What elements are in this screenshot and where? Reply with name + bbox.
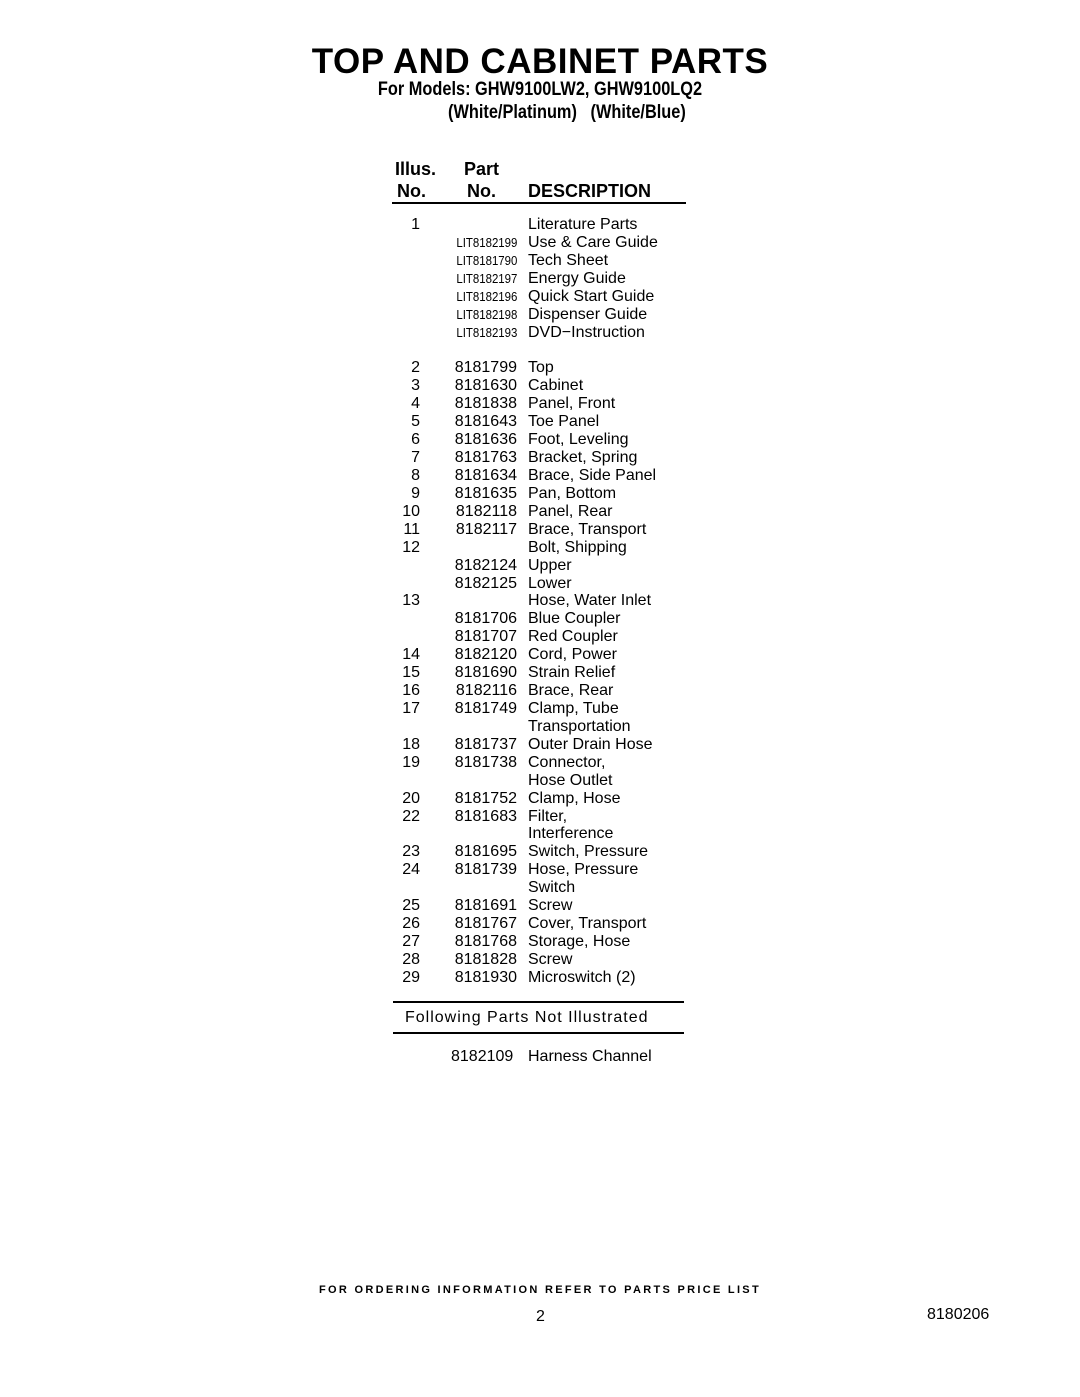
part-description: Cabinet xyxy=(528,377,584,395)
part-description: Upper xyxy=(528,556,572,574)
table-row xyxy=(0,897,1080,915)
table-row xyxy=(0,288,1080,306)
table-row xyxy=(0,646,1080,664)
part-number: 8181630 xyxy=(454,377,517,395)
illus-number: 23 xyxy=(402,843,420,861)
table-row xyxy=(0,306,1080,324)
part-description: Use & Care Guide xyxy=(528,233,658,251)
part-number: 8181838 xyxy=(454,395,517,413)
illus-number: 15 xyxy=(402,664,420,682)
part-description: Quick Start Guide xyxy=(528,287,655,305)
illus-number: 17 xyxy=(402,699,420,717)
part-number: 8181739 xyxy=(454,861,517,879)
part-number: 8181767 xyxy=(454,915,517,933)
part-description: Storage, Hose xyxy=(528,932,631,950)
table-row xyxy=(0,216,1080,234)
ordering-note: FOR ORDERING INFORMATION REFER TO PARTS PRICE LIST xyxy=(319,1284,761,1296)
table-row xyxy=(0,324,1080,342)
illus-number: 12 xyxy=(402,538,420,556)
illus-number: 26 xyxy=(402,915,420,933)
part-number: 8181930 xyxy=(454,968,517,986)
part-number: 8181634 xyxy=(454,466,517,484)
table-row xyxy=(0,808,1080,826)
table-row xyxy=(0,772,1080,790)
table-row xyxy=(0,395,1080,413)
table-row xyxy=(0,503,1080,521)
table-row xyxy=(0,754,1080,772)
part-number: 8182117 xyxy=(455,520,517,538)
table-row xyxy=(0,861,1080,879)
table-row xyxy=(0,628,1080,646)
illus-number: 1 xyxy=(411,216,420,233)
part-description: Microswitch (2) xyxy=(528,968,636,986)
part-description: Foot, Leveling xyxy=(528,431,629,449)
models-subtitle: For Models: GHW9100LW2, GHW9100LQ2 xyxy=(377,79,703,100)
illus-number: 27 xyxy=(402,932,420,950)
part-number: 8181690 xyxy=(454,664,517,682)
part-number: 8182118 xyxy=(455,502,517,520)
illus-number: 13 xyxy=(402,592,420,610)
not-illustrated-description: Harness Channel xyxy=(528,1048,652,1065)
table-row xyxy=(0,575,1080,593)
part-number: 8181752 xyxy=(454,789,517,807)
part-number: LIT8182199 xyxy=(455,234,517,250)
illus-number: 8 xyxy=(411,466,420,484)
illus-number: 11 xyxy=(403,520,420,538)
part-header-line2: No. xyxy=(467,181,496,201)
illus-number: 3 xyxy=(411,377,420,395)
illus-number: 28 xyxy=(402,950,420,968)
illus-number: 24 xyxy=(402,861,420,879)
table-row xyxy=(0,664,1080,682)
part-description: Bolt, Shipping xyxy=(528,538,627,556)
table-row xyxy=(0,825,1080,843)
part-description: Switch xyxy=(528,879,576,897)
document-number: 8180206 xyxy=(927,1306,990,1323)
part-number: 8181738 xyxy=(454,753,517,771)
part-number: 8182116 xyxy=(455,682,517,700)
parts-list xyxy=(0,216,1080,987)
table-row xyxy=(0,413,1080,431)
part-number: LIT8182198 xyxy=(455,306,517,322)
part-description: Literature Parts xyxy=(528,216,638,233)
part-description: Brace, Side Panel xyxy=(528,466,657,484)
part-description: Top xyxy=(528,359,554,377)
part-number: 8181706 xyxy=(454,610,517,628)
illus-number: 7 xyxy=(411,449,420,467)
part-number: 8182124 xyxy=(454,556,517,574)
table-row xyxy=(0,700,1080,718)
part-description: Pan, Bottom xyxy=(528,484,617,502)
table-row xyxy=(0,539,1080,557)
part-description: Hose, Water Inlet xyxy=(528,592,652,610)
part-number: 8181768 xyxy=(454,932,517,950)
table-row xyxy=(0,915,1080,933)
part-description: Red Coupler xyxy=(528,628,618,646)
page-number: 2 xyxy=(536,1308,545,1325)
table-row xyxy=(0,234,1080,252)
header-divider xyxy=(392,202,686,204)
part-description: Interference xyxy=(528,825,614,843)
illus-number: 19 xyxy=(402,753,420,771)
illus-number: 25 xyxy=(402,897,420,915)
table-row xyxy=(0,951,1080,969)
part-description: Strain Relief xyxy=(528,664,616,682)
part-description: Transportation xyxy=(528,717,631,735)
table-row xyxy=(0,252,1080,270)
part-description: Lower xyxy=(528,574,572,592)
table-row xyxy=(0,969,1080,987)
part-number: 8181828 xyxy=(454,950,517,968)
part-description: Outer Drain Hose xyxy=(528,735,653,753)
part-description: Brace, Transport xyxy=(528,520,647,538)
part-number: 8181643 xyxy=(454,413,517,431)
part-description: Panel, Rear xyxy=(528,502,613,520)
table-row xyxy=(0,449,1080,467)
part-number: 8182120 xyxy=(454,646,517,664)
illus-number: 6 xyxy=(411,431,420,449)
part-description: Energy Guide xyxy=(528,269,626,287)
part-number: 8181763 xyxy=(454,449,517,467)
illus-number: 4 xyxy=(411,395,420,413)
illus-number: 18 xyxy=(402,735,420,753)
illus-number: 5 xyxy=(411,413,420,431)
illus-number: 10 xyxy=(402,502,420,520)
table-row xyxy=(0,610,1080,628)
not-illustrated-bottom-divider xyxy=(393,1032,684,1034)
part-number: LIT8181790 xyxy=(455,252,517,268)
page-title: TOP AND CABINET PARTS xyxy=(311,42,769,81)
not-illustrated-part-number: 8182109 xyxy=(451,1048,514,1065)
part-number: 8181799 xyxy=(454,359,517,377)
table-row xyxy=(0,933,1080,951)
part-description: Clamp, Tube xyxy=(528,699,619,717)
illus-number: 20 xyxy=(402,789,420,807)
part-description: Switch, Pressure xyxy=(528,843,649,861)
table-row xyxy=(0,879,1080,897)
part-description: Hose Outlet xyxy=(528,771,613,789)
colors-subtitle: (White/Platinum) (White/Blue) xyxy=(448,102,686,123)
illus-header-line1: Illus. xyxy=(395,159,437,179)
part-description: Bracket, Spring xyxy=(528,449,638,467)
table-row xyxy=(0,521,1080,539)
part-description: Cord, Power xyxy=(528,646,617,664)
description-header: DESCRIPTION xyxy=(528,181,652,201)
part-number: 8181691 xyxy=(454,897,517,915)
table-row xyxy=(0,431,1080,449)
part-description: Toe Panel xyxy=(528,413,600,431)
part-number: LIT8182193 xyxy=(455,324,517,340)
table-row xyxy=(0,736,1080,754)
illus-number: 16 xyxy=(402,682,420,700)
not-illustrated-heading: Following Parts Not Illustrated xyxy=(405,1009,649,1026)
part-description: Brace, Rear xyxy=(528,682,614,700)
illus-header-line2: No. xyxy=(397,181,426,201)
table-row xyxy=(0,359,1080,377)
table-row xyxy=(0,270,1080,288)
part-description: Blue Coupler xyxy=(528,610,621,628)
not-illustrated-top-divider xyxy=(393,1001,684,1003)
part-description: Hose, Pressure xyxy=(528,861,639,879)
illus-number: 2 xyxy=(411,359,420,377)
table-row xyxy=(0,682,1080,700)
part-number: 8181737 xyxy=(454,735,517,753)
illus-number: 14 xyxy=(402,646,420,664)
part-number: 8182125 xyxy=(454,574,517,592)
part-description: Cover, Transport xyxy=(528,915,647,933)
part-number: 8181636 xyxy=(454,431,517,449)
table-row xyxy=(0,843,1080,861)
table-row xyxy=(0,485,1080,503)
illus-number: 29 xyxy=(402,968,420,986)
part-description: Clamp, Hose xyxy=(528,789,621,807)
table-row xyxy=(0,718,1080,736)
table-row xyxy=(0,467,1080,485)
part-description: Panel, Front xyxy=(528,395,616,413)
part-number: 8181683 xyxy=(454,807,517,825)
part-description: Screw xyxy=(528,897,573,915)
part-number: 8181749 xyxy=(454,699,517,717)
part-description: Screw xyxy=(528,950,573,968)
table-row xyxy=(0,377,1080,395)
table-row xyxy=(0,557,1080,575)
part-description: Tech Sheet xyxy=(528,251,609,269)
part-number: 8181635 xyxy=(454,484,517,502)
part-description: Connector, xyxy=(528,753,606,771)
part-number: 8181707 xyxy=(454,628,517,646)
table-row xyxy=(0,790,1080,808)
part-header-line1: Part xyxy=(464,159,500,179)
illus-number: 9 xyxy=(411,484,420,502)
part-number: 8181695 xyxy=(454,843,517,861)
illus-number: 22 xyxy=(402,807,420,825)
part-description: DVD−Instruction xyxy=(528,323,645,341)
part-number: LIT8182196 xyxy=(455,288,517,304)
table-row xyxy=(0,592,1080,610)
part-description: Filter, xyxy=(528,807,568,825)
part-description: Dispenser Guide xyxy=(528,305,648,323)
part-number: LIT8182197 xyxy=(455,270,517,286)
